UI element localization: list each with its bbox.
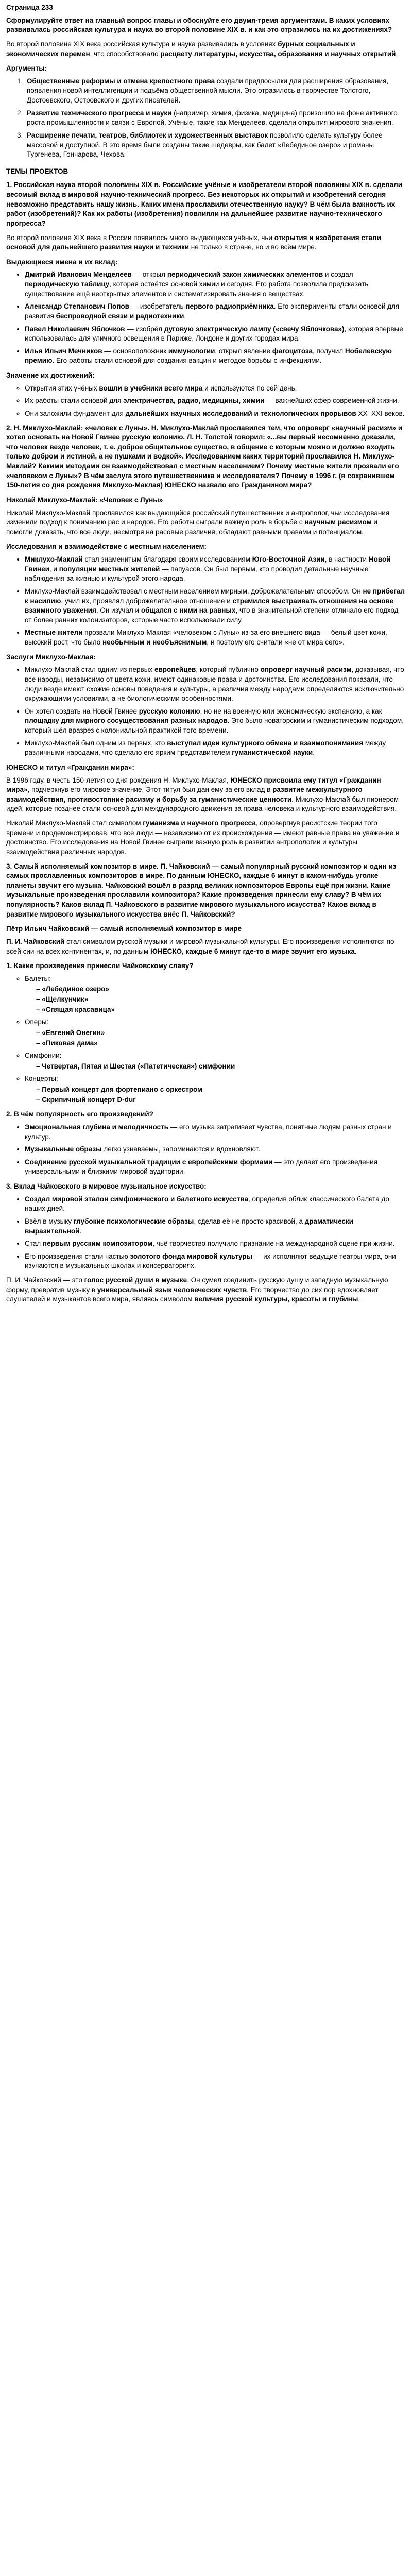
bold-text: Павел Николаевич Яблочков	[25, 325, 125, 333]
work-title	[36, 1095, 406, 1105]
text-run: — основоположник	[102, 347, 168, 355]
merits-list	[6, 665, 406, 758]
significance-item	[25, 409, 406, 419]
work-title	[36, 1005, 406, 1015]
answer-intro	[6, 40, 406, 59]
works-sublist	[25, 1085, 406, 1105]
research-heading: Исследования и взаимодействие с местным населением:	[6, 543, 207, 551]
text-run: . Он изучал и	[96, 606, 141, 615]
text-run: , открыл явление	[215, 347, 272, 355]
text-run: Стал	[25, 1240, 43, 1248]
text-run: Он хотел создать на Новой Гвинее	[25, 707, 139, 715]
bold-text: бурных социальных и экономических перемен	[6, 40, 355, 58]
work-title	[36, 1028, 406, 1038]
scientist-item	[25, 325, 406, 344]
tchaikovsky-intro	[6, 937, 406, 956]
merit-item	[25, 707, 406, 736]
works-sublist	[25, 1062, 406, 1072]
text-run: . Это было новаторским и гуманистическим подходом, который шёл вразрез с колониальной практикой того времени.	[25, 717, 404, 734]
scientist-item	[25, 347, 406, 366]
bold-text: вошли в учебники всего мира	[99, 384, 203, 392]
text-run: . Он сумел соединить русскую душу и западную музыкальную форму, превратив музыку в	[6, 1276, 388, 1294]
text-run: , доказывая, что все народы, независимо от цвета кожи, имеют одинаковые права и достоинства. Его исследования показали, что люди везде имеют схожие основы поведения и культуры, а различия между народами определяются исключительно окружающими условиями, а не биологическими особенностями.	[25, 666, 404, 703]
research-item	[25, 587, 406, 625]
bold-text: золотого фонда мировой культуры	[130, 1252, 253, 1260]
bold-text: беспроводной связи и радиотехники	[56, 312, 184, 320]
text-run: .	[79, 1227, 82, 1235]
merits-heading: Заслуги Миклухо-Маклая:	[6, 653, 96, 661]
bold-text: глубокие психологические образы	[73, 1217, 194, 1225]
bold-text: Эмоциональная глубина и мелодичность	[25, 1123, 168, 1131]
text-run: В 1996 году, в честь 150-летия со дня рождения Н. Миклухо-Маклая,	[6, 776, 231, 784]
work-title	[36, 985, 406, 994]
text-run: П. И. Чайковский — это	[6, 1276, 84, 1284]
text-run: , учил их, проявлял доброжелательное отношение и	[61, 597, 233, 605]
work-title	[36, 1062, 406, 1072]
bold-text: ЮНЕСКО присвоила ему титул «Гражданин мира»	[6, 776, 381, 794]
bold-text: необычным и необъяснимым	[102, 638, 207, 646]
work-title-text: – «Щелкунчик»	[36, 995, 89, 1003]
bold-text: дуговую электрическую лампу («свечу Яблочкова»)	[164, 325, 345, 333]
text-run: — это делает его произведения универсальными и близкими мировой аудитории.	[25, 1158, 377, 1176]
bold-text: иммунологии	[168, 347, 215, 355]
bold-text: электричества, радио, медицины, химии	[123, 397, 265, 405]
bold-text: выступал идеи культурного обмена и взаимопонимания	[167, 739, 364, 747]
page-label: Страница 233	[6, 4, 53, 11]
research-item	[25, 628, 406, 647]
text-run: .	[358, 1295, 360, 1303]
works-sublist	[25, 1028, 406, 1048]
text-run: и используются по сей день.	[202, 384, 297, 392]
significance-item	[25, 384, 406, 394]
text-run: — изобрёл	[125, 325, 164, 333]
work-title	[36, 1039, 406, 1048]
text-run: Во второй половине XIX века российская культура и наука развивались в условиях	[6, 40, 278, 48]
bold-text: первого радиоприёмника	[185, 302, 274, 311]
bold-text: Развитие технического прогресса и науки	[27, 109, 172, 117]
unesco-text	[6, 776, 406, 815]
arguments-list	[6, 77, 406, 160]
unesco-heading: ЮНЕСКО и титул «Гражданин мира»:	[6, 763, 134, 771]
bold-text: Новой Гвинеи	[25, 555, 391, 573]
text-run: — их исполняют ведущие театры мира, они изучаются в музыкальных школах и консерваториях.	[25, 1252, 396, 1270]
text-run: и создал	[323, 270, 353, 279]
contribution-item	[25, 1217, 406, 1236]
contribution-item	[25, 1252, 406, 1271]
bold-text: стремился выстраивать отношения на основе взаимного уважения	[25, 597, 394, 615]
bold-text: научным расизмом	[304, 518, 372, 527]
works-list	[6, 974, 406, 1105]
text-run: Николай Миклухо-Маклай стал символом	[6, 819, 143, 827]
works-sublist	[25, 985, 406, 1014]
bold-text: Создал мировой эталон симфонического и балетного искусства	[25, 1195, 249, 1203]
text-run: , сделав её не просто красивой, а	[194, 1217, 305, 1225]
argument-item	[25, 131, 406, 160]
works-category	[25, 1074, 406, 1105]
text-run: Во второй половине XIX века в России появилось много выдающихся учёных, чьи	[6, 233, 274, 242]
work-title-text: – «Лебединое озеро»	[36, 985, 110, 993]
bold-text: общался с ними на равных	[141, 606, 236, 615]
bold-text: периодическую таблицу	[25, 280, 110, 288]
text-run: позволило сделать культуру более массовой и доступной. В это время были созданы такие шедевры, как балет «Лебединое озеро» и романы Тургенева, Гончарова, Чехова.	[27, 131, 383, 159]
bold-text: ЮНЕСКО, каждые 6 минут где-то в мире звучит его музыка	[150, 947, 355, 955]
text-run: не только в стране, но и во всём мире.	[189, 243, 317, 251]
research-item	[25, 555, 406, 584]
contribution-heading: 3. Вклад Чайковского в мировое музыкальное искусство:	[6, 1182, 207, 1190]
bold-text: европейцев	[154, 666, 196, 674]
text-run: легко узнаваемы, запоминаются и вдохновляют.	[101, 1145, 260, 1154]
argument-item	[25, 109, 406, 128]
miklukho-heading: Николай Миклухо-Маклай: «Человек с Луны»	[6, 496, 163, 504]
text-run: (например, химия, физика, медицина) произошло на фоне активного роста промышленности и связи с Европой. Учёные, такие как Менделеев, сделали открытия мирового значения.	[27, 109, 398, 127]
scientist-item	[25, 302, 406, 321]
miklukho-intro	[6, 509, 406, 537]
text-run: Ввёл в музыку	[25, 1217, 74, 1225]
text-run: . Миклухо-Маклай был пионером идей, которые позднее стали основой для международного движения за права человека и культурного взаимодействия.	[6, 795, 399, 813]
popularity-item	[25, 1158, 406, 1177]
bold-text: Соединение русской музыкальной традиции с европейскими формами	[25, 1158, 273, 1166]
bold-text: площадку для мирного сосуществования разных народов	[25, 717, 228, 725]
text-run: Открытия этих учёных	[25, 384, 99, 392]
bold-text: дальнейших научных исследований и технологических прорывов	[125, 409, 356, 417]
contribution-item	[25, 1195, 406, 1214]
bold-text: гуманизма и научного прогресса	[143, 819, 256, 827]
significance-heading: Значение их достижений:	[6, 371, 95, 379]
text-run: .	[313, 749, 315, 757]
bold-text: голос русской души в музыке	[84, 1276, 187, 1284]
merit-item	[25, 665, 406, 704]
works-category-label: Симфонии:	[25, 1052, 62, 1060]
text-run: стал знаменитым благодаря своим исследованиям	[82, 555, 252, 563]
projects-heading: ТЕМЫ ПРОЕКТОВ	[6, 167, 68, 175]
works-category-label: Оперы:	[25, 1018, 49, 1026]
work-title-text: – Первый концерт для фортепиано с оркестром	[36, 1086, 203, 1093]
text-run: Их работы стали основой для	[25, 397, 124, 405]
popularity-list	[6, 1123, 406, 1177]
text-run: — папуасов. Он был первым, кто проводил детальные научные наблюдения за жизнью и культурой этого народа.	[25, 565, 369, 583]
bold-text: Музыкальные образы	[25, 1145, 102, 1154]
text-run: . Его творчество до сих пор вдохновляет слушателей и музыкантов всего мира, являясь символом	[6, 1285, 379, 1303]
contribution-item	[25, 1239, 406, 1249]
tchaikovsky-heading: Пётр Ильич Чайковский — самый исполняемый композитор в мире	[6, 925, 242, 933]
bold-text: Дмитрий Иванович Менделеев	[25, 270, 132, 279]
scientists-heading: Выдающиеся имена и их вклад:	[6, 258, 118, 266]
merit-item	[25, 739, 406, 758]
text-run: стал символом русской музыки и мировой музыкальной культуры. Его произведения исполняются по всей сии на всех континентах, и, по данным	[6, 937, 394, 955]
text-run: , чьё творчество получило признание на международной сцене при жизни.	[152, 1240, 395, 1248]
text-run: , в частности	[324, 555, 369, 563]
text-run: прозвали Миклухо-Маклая «человеком с Луны» из-за его внешнего вида — белый цвет кожи, высокий рост, что было	[25, 629, 387, 646]
project-1-question: 1. Российская наука второй половины XIX в. Российские учёные и изобретатели второй половины XIX в. сделали весомый вклад в мировой научно-технический прогресс. Без некоторых их открытий и изобретений сегодня невозможно представить нашу жизнь. Каких имена прославили отечественную науку? В чём была важность их работ (изобретений)? Как их работы (изобретения) повлияли на дальнейшее развитие научно-технического прогресса?	[6, 181, 402, 227]
work-title-text: – Скрипичный концерт D-dur	[36, 1095, 136, 1104]
text-run: между различными народами, что сделало его ярким представителем	[25, 739, 386, 757]
bold-text: Расширение печати, театров, библиотек и художественных выставок	[27, 131, 268, 139]
project-2-question: 2. Н. Миклухо-Маклай: «человек с Луны». Н. Миклухо-Маклай прославился тем, что опроверг «научный расизм» и хотел основать на Новой Гвинее русскую колонию. Л. Н. Толстой говорил: «...вы первый несомненно доказали, что человек везде человек, т. е. доброе общительное существо, в общение с которым можно и должно входить только добром и истиной, а не пушками и водкой». Исследованием каких территорий прославился Н. Миклухо-Маклай? Какими методами он взаимодействовал с местным населением? Почему местные жители прозвали его «человеком с Луны»? В чём заслуга этого путешественника и исследователя? Почему в 1996 г. (в сохранившем 150-летия со дня рождения Миклухо-Маклая) ЮНЕСКО назвало его Гражданином мира?	[6, 423, 403, 489]
bold-text: развитие межкультурного взаимодействия, противостояние расизму и борьбу за гуманистические ценности	[6, 786, 363, 803]
scientist-item	[25, 270, 406, 299]
contribution-list	[6, 1195, 406, 1271]
text-run: .	[396, 49, 398, 58]
work-title	[36, 995, 406, 1005]
text-run: , которая впервые использовалась для уличного освещения в Париже, Лондоне и других городах мира.	[25, 325, 403, 343]
question-233: Сформулируйте ответ на главный вопрос главы и обоснуйте его двумя-тремя аргументами. В каких условиях развивалась российская культура и наука во второй половине XIX в. и как это отразилось на их достижениях?	[6, 16, 392, 34]
text-run: , и	[49, 565, 59, 573]
works-category-label: Концерты:	[25, 1075, 58, 1083]
bold-text: опроверг научный расизм	[260, 666, 352, 674]
bold-text: Нобелевскую премию	[25, 347, 392, 365]
bold-text: русскую колонию	[139, 707, 200, 715]
work-title	[36, 1085, 406, 1095]
bold-text: Александр Степанович Попов	[25, 302, 129, 311]
miklukho-conclusion	[6, 819, 406, 857]
bold-text: первым русским композитором	[42, 1240, 153, 1248]
work-title-text: – «Евгений Онегин»	[36, 1028, 105, 1037]
text-run: — изобретатель	[129, 302, 186, 311]
text-run: , подчеркнув его мировое значение. Этот титул был дан ему за его вклад в	[27, 786, 273, 794]
text-run: создали предпосылки для расширения образования, появления новой интеллигенции и подъёма общественной мысли. Это отразилось в творчестве Толстого, Достоевского, Островского и других писателей.	[27, 77, 389, 104]
works-category	[25, 1051, 406, 1071]
text-run: .	[354, 947, 357, 955]
bold-text: драматически выразительной	[25, 1217, 353, 1235]
text-run: Они заложили фундамент для	[25, 409, 126, 417]
bold-text: расцвету литературы, искусства, образования и научных открытий	[160, 49, 396, 58]
text-run: Его произведения стали частью	[25, 1252, 130, 1260]
text-run: — его музыка затрагивает чувства, понятные людям разных стран и культур.	[25, 1123, 392, 1141]
text-run: . Его эксперименты стали основой для развития	[25, 302, 400, 320]
text-run: , который публично	[196, 666, 261, 674]
project-3-question: 3. Самый исполняемый композитор в мире. П. Чайковский — самый популярный русский композитор и один из самых прославленных композиторов в мире. По данным ЮНЕСКО, каждые 6 минут в каком-нибудь уголке планеты звучит его музыка. Чайковский вошёл в разряд великих композиторов Европы ещё при жизни. Какие музыкальные произведения прославили композитора? Какие произведения принесли ему славу? В чём их популярность? Каков вклад П. Чайковского в развитие мирового музыкального искусства? Каков вклад в развитие мирового музыкального искусства внёс П. Чайковский?	[6, 862, 397, 918]
bold-text: Илья Ильич Мечников	[25, 347, 102, 355]
bold-text: Юго-Восточной Азии	[252, 555, 325, 563]
bold-text: популяции местных жителей	[59, 565, 160, 573]
text-run: — открыл	[131, 270, 167, 279]
text-run: . Его работы стали основой для создания вакцин и методов борьбы с инфекциями.	[52, 357, 322, 365]
works-category-label: Балеты:	[25, 974, 51, 982]
text-run: , но не на военную или экономическую экспансию, а как	[200, 707, 382, 715]
works-category	[25, 1018, 406, 1048]
arguments-heading: Аргументы:	[6, 64, 47, 73]
bold-text: периодический закон химических элементов	[167, 270, 323, 279]
bold-text: величия русской культуры, красоты и глубины	[194, 1295, 358, 1303]
research-list	[6, 555, 406, 648]
work-title-text: – «Спящая красавица»	[36, 1005, 115, 1013]
text-run: , и поэтому его считали «не от мира сего».	[207, 638, 345, 646]
text-run: , что способствовало	[90, 49, 161, 58]
significance-list	[6, 384, 406, 419]
text-run: и помогли доказать, что все люди, несмотря на расовые различия, обладают равными правами и потенциалом.	[6, 518, 377, 536]
bold-text: Миклухо-Маклай	[25, 555, 83, 563]
work-title-text: – Четвертая, Пятая и Шестая («Патетическая») симфонии	[36, 1062, 235, 1070]
popularity-heading: 2. В чём популярность его произведений?	[6, 1110, 153, 1118]
text-run: Миклухо-Маклай был одним из первых, кто	[25, 739, 167, 747]
bold-text: открытия и изобретения стали основой для дальнейшего развития науки и техники	[6, 233, 381, 251]
text-run: .	[184, 312, 186, 320]
tchaikovsky-conclusion	[6, 1276, 406, 1304]
text-run: , получил	[313, 347, 345, 355]
work-title-text: – «Пиковая дама»	[36, 1039, 98, 1047]
text-run: , что в значительной степени отличало его подход от более ранних колонизаторов, которые часто использовали силу.	[25, 606, 399, 624]
works-heading: 1. Какие произведения принесли Чайковскому славу?	[6, 962, 194, 970]
text-run: Миклухо-Маклай стал одним из первых	[25, 666, 154, 674]
bold-text: Общественные реформы и отмена крепостного права	[27, 77, 215, 85]
bold-text: фагоцитоза	[272, 347, 313, 355]
argument-item	[25, 77, 406, 106]
popularity-item	[25, 1123, 406, 1142]
text-run: Миклухо-Маклай взаимодействовал с местным населением мирным, доброжелательным способом. Он	[25, 587, 363, 595]
text-run: — важнейших сфер современной жизни.	[264, 397, 399, 405]
bold-text: универсальный язык человеческих чувств	[97, 1285, 247, 1294]
text-run: Николай Миклухо-Маклай прославился как выдающийся российский путешественник и антрополог, чьи исследования изменили подход к пониманию рас и народов. Его работы сыграли важную роль в борьбе с	[6, 509, 390, 527]
project-1-intro	[6, 233, 406, 252]
significance-item	[25, 396, 406, 406]
bold-text: не прибегал к насилию	[25, 587, 405, 605]
bold-text: Местные жители	[25, 629, 83, 637]
works-category	[25, 974, 406, 1015]
text-run: XX–XXI веков.	[356, 409, 405, 417]
text-run: , которая остаётся основой химии и сегодня. Его работа позволила предсказать существование ещё неоткрытых элементов и систематизировать знания о веществах.	[25, 280, 369, 298]
text-run: , определив облик классического балета до наших дней.	[25, 1195, 389, 1213]
bold-text: гуманистической науки	[232, 749, 313, 757]
scientists-list	[6, 270, 406, 366]
popularity-item	[25, 1145, 406, 1155]
text-run: , опровергнув расистские теории того времени и продемонстрировав, что все люди — независимо от их происхождения — имеют равные права на уважение и достоинство. Его исследования на Новой Гвинее сыграли важную роль в развитии антропологии и культуры взаимодействия различных народов.	[6, 819, 400, 856]
bold-text: П. И. Чайковский	[6, 937, 65, 945]
